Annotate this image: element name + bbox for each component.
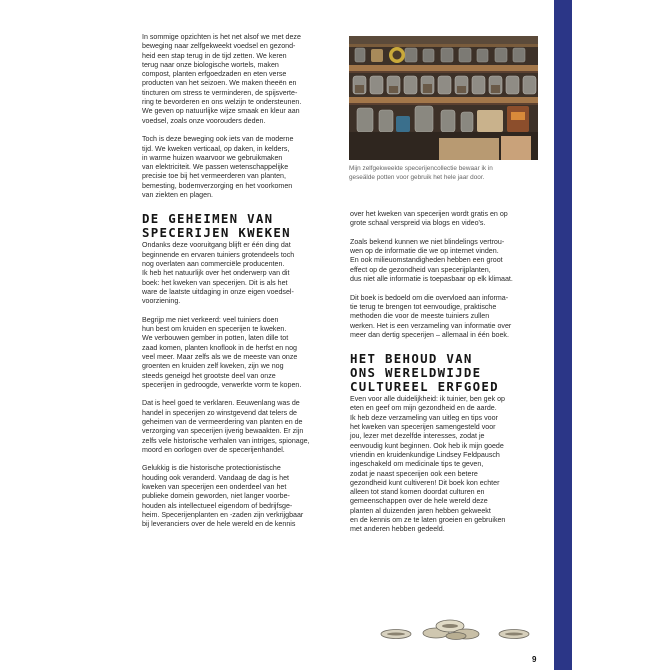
right-text-column	[350, 210, 548, 544]
paragraph: In sommige opzichten is het net alsof we met deze beweging naar zelfgekweekt voedsel en gezond- heid een stap terug in de tijd zetten. We keren terug naar onze biologische wortels, maken compost, planten erfgoedzaden en eten verse producten van het seizoen. We maken theeën en tincturen om stress te verminderen, de spijsverte- ring te bevorderen en ons welzijn te ondersteunen. We geven op natuurlijke wijze smaak en kleur aan voedsel, zoals onze voorouders deden.	[142, 33, 302, 125]
paragraph: Ondanks deze vooruitgang blijft er één ding dat beginnende en ervaren tuiniers grotendeels toch nog overlaten aan commerciële producenten. Ik heb het natuurlijk over het onderwerp van dit boek: het kweken van specerijen. Dit is als het ware de laatste uitdaging in onze eigen voedsel- voorziening.	[142, 241, 295, 306]
paragraph: Begrijp me niet verkeerd: veel tuiniers doen hun best om kruiden en specerijen te kweken. We verbouwen gember in potten, laten dille tot zaad komen, planten knoflook in de herfst en nog veel meer. Maar zelfs als we de meeste van onze groenten en kruiden zelf kweken, zijn we nog steeds geneigd het grootste deel van onze specerijen in gedroogde, verwerkte vorm te kopen.	[142, 315, 302, 389]
page-number: 9	[532, 655, 537, 664]
spice-shelf-image	[349, 36, 538, 160]
pumpkin-seeds-illustration	[378, 614, 534, 644]
section-heading: HET BEHOUD VAN ONS WERELDWIJDE CULTUREEL ERFGOED	[350, 351, 499, 395]
spice-jars-photo	[349, 36, 538, 160]
photo-caption: Mijn zelfgekweekte specerijencollectie bewaar ik in geseälde potten voor gebruik het hele jaar door.	[349, 165, 493, 181]
paragraph: over het kweken van specerijen wordt gratis en op grote schaal verspreid via blogs en video's.	[350, 210, 508, 228]
paragraph: Even voor alle duidelijkheid: ik tuinier, ben gek op eten en geef om mijn gezondheid en de aarde. Ik heb deze verzameling van uitleg en tips voor het kweken van specerijen samengesteld voor jou, lezer met dezelfde interesses, zodat je eenvoudig kunt beginnen. Ook heb ik mijn goede vriendin en kruidenkundige Lindsey Feldpausch ingeschakeld om medicinale tips te geven, zodat je naast specerijen ook een betere gezondheid kunt cultiveren! Dit boek kon echter alleen tot stand komen doordat culturen en gemeenschappen over de hele wereld deze planten al duizenden jaren hebben gekweekt en de kennis om ze te laten groeien en gebruiken met anderen hebben gedeeld.	[350, 395, 506, 534]
paragraph: Gelukkig is die historische protectionistische houding ook veranderd. Vandaag de dag is het kweken van specerijen een onderdeel van het publieke domein geworden, niet langer voorbe- houden als intellectueel eigendom of bedrijfsge- heim. Specerijenplanten en -zaden zijn verkrijgbaar bij leveranciers over de hele wereld en de kennis	[142, 464, 304, 529]
paragraph: Dit boek is bedoeld om die overvloed aan informa- tie terug te brengen tot eenvoudige, praktische methoden die voor de meeste tuiniers zullen werken. Het is een verzameling van informatie over meer dan dertig specerijen – allemaal in één boek.	[350, 293, 512, 339]
paragraph: Toch is deze beweging ook iets van de moderne tijd. We kweken verticaal, op daken, in kelders, in warme huizen waarvoor we gebruikmaken van elektriciteit. We passen wetenschappelijke precisie toe bij het vermeerderen van planten, bemesting, bodemverzorging en het voorkomen van ziekten en plagen.	[142, 135, 294, 200]
paragraph: Dat is heel goed te verklaren. Eeuwenlang was de handel in specerijen zo winstgevend dat telers de geheimen van de vermeerdering van planten en de verzorging van specerijen ijverig bewaakten. Er zijn zelfs vele historische verhalen van intriges, spionage, moord en oorlogen over de specerijenhandel.	[142, 399, 310, 454]
paragraph: Zoals bekend kunnen we niet blindelings vertrou- wen op de informatie die we op internet vinden. En ook milieuomstandigheden hebben een groot effect op de gezondheid van specerijplanten, dus niet alle informatie is toepasbaar op elk klimaat.	[350, 237, 513, 284]
accent-side-band	[554, 0, 572, 670]
left-text-column	[142, 33, 338, 539]
section-heading: DE GEHEIMEN VAN SPECERIJEN KWEKEN	[142, 211, 291, 241]
